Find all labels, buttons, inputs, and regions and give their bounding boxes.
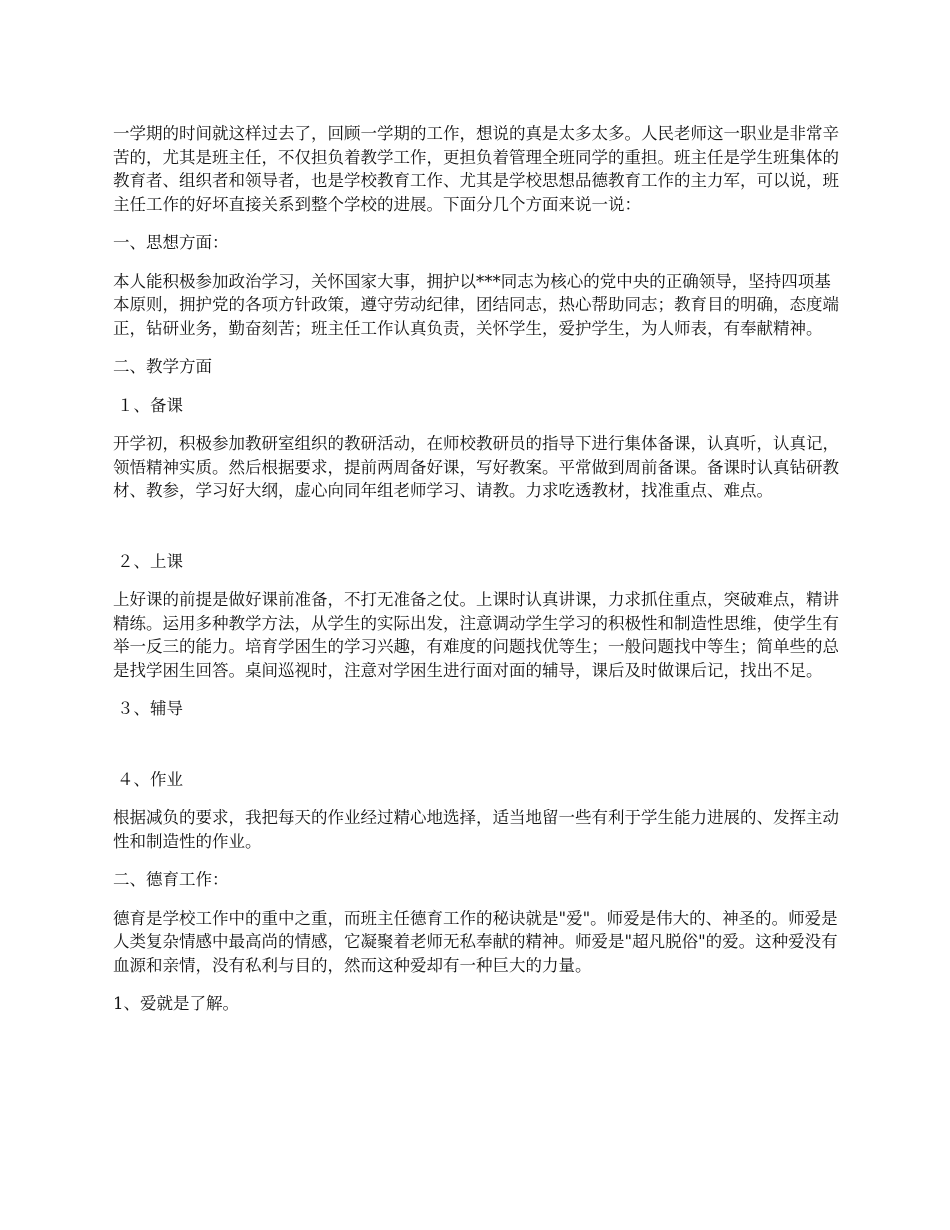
subheading-homework: ４、作业 xyxy=(117,769,183,789)
subheading-lesson-prep: １、备课 xyxy=(117,395,183,415)
subheading-love-understanding: 1、爱就是了解。 xyxy=(113,994,239,1013)
intro-paragraph: 一学期的时间就这样过去了，回顾一学期的工作，想说的真是太多太多。人民老师这一职业是非常辛苦的，尤其是班主任，不仅担负着教学工作，更担负着管理全班同学的重担。班主任是学生班集体的教育者、组织者和领导者，也是学校教育工作、尤其是学校思想品德教育工作的主力军，可以说，班主任工作的好坏直接关系到整个学校的进展。下面分几个方面来说一说： xyxy=(113,124,839,214)
section-heading-thought: 一、思想方面： xyxy=(113,233,229,252)
lesson-prep-paragraph: 开学初，积极参加教研室组织的教研活动，在师校教研员的指导下进行集体备课，认真听，认真记，领悟精神实质。然后根据要求，提前两周备好课，写好教案。平常做到周前备课。备课时认真钻研教材、教参，学习好大纲，虚心向同年组老师学习、请教。力求吃透教材，找准重点、难点。 xyxy=(113,434,839,500)
class-paragraph: 上好课的前提是做好课前准备，不打无准备之仗。上课时认真讲课，力求抓住重点，突破难点，精讲精练。运用多种教学方法，从学生的实际出发，注意调动学生学习的积极性和制造性思维，使学生有举一反三的能力。培育学困生的学习兴趣，有难度的问题找优等生；一般问题找中等生；简单些的总是找学困生回答。桌间巡视时，注意对学困生进行面对面的辅导，课后及时做课后记，找出不足。 xyxy=(113,590,839,680)
subheading-tutoring: ３、辅导 xyxy=(117,699,183,718)
homework-paragraph: 根据减负的要求，我把每天的作业经过精心地选择，适当地留一些有利于学生能力进展的、发挥主动性和制造性的作业。 xyxy=(113,808,839,851)
document-page xyxy=(113,122,843,1031)
section-heading-teaching: 二、教学方面 xyxy=(113,357,212,376)
moral-paragraph: 德育是学校工作中的重中之重，而班主任德育工作的秘诀就是"爱"。师爱是伟大的、神圣的。师爱是人类复杂情感中最高尚的情感，它凝聚着老师无私奉献的精神。师爱是"超凡脱俗"的爱。这种爱没有血源和亲情，没有私利与目的，然而这种爱却有一种巨大的力量。 xyxy=(113,908,838,975)
subheading-class: ２、上课 xyxy=(117,551,183,571)
section-heading-moral: 二、德育工作： xyxy=(113,870,229,889)
thought-paragraph: 本人能积极参加政治学习，关怀国家大事，拥护以***同志为核心的党中央的正确领导，坚持四项基本原则，拥护党的各项方针政策，遵守劳动纪律，团结同志，热心帮助同志；教育目的明确，态度端正，钻研业务，勤奋刻苦；班主任工作认真负责，关怀学生，爱护学生，为人师表，有奉献精神。 xyxy=(113,271,839,338)
